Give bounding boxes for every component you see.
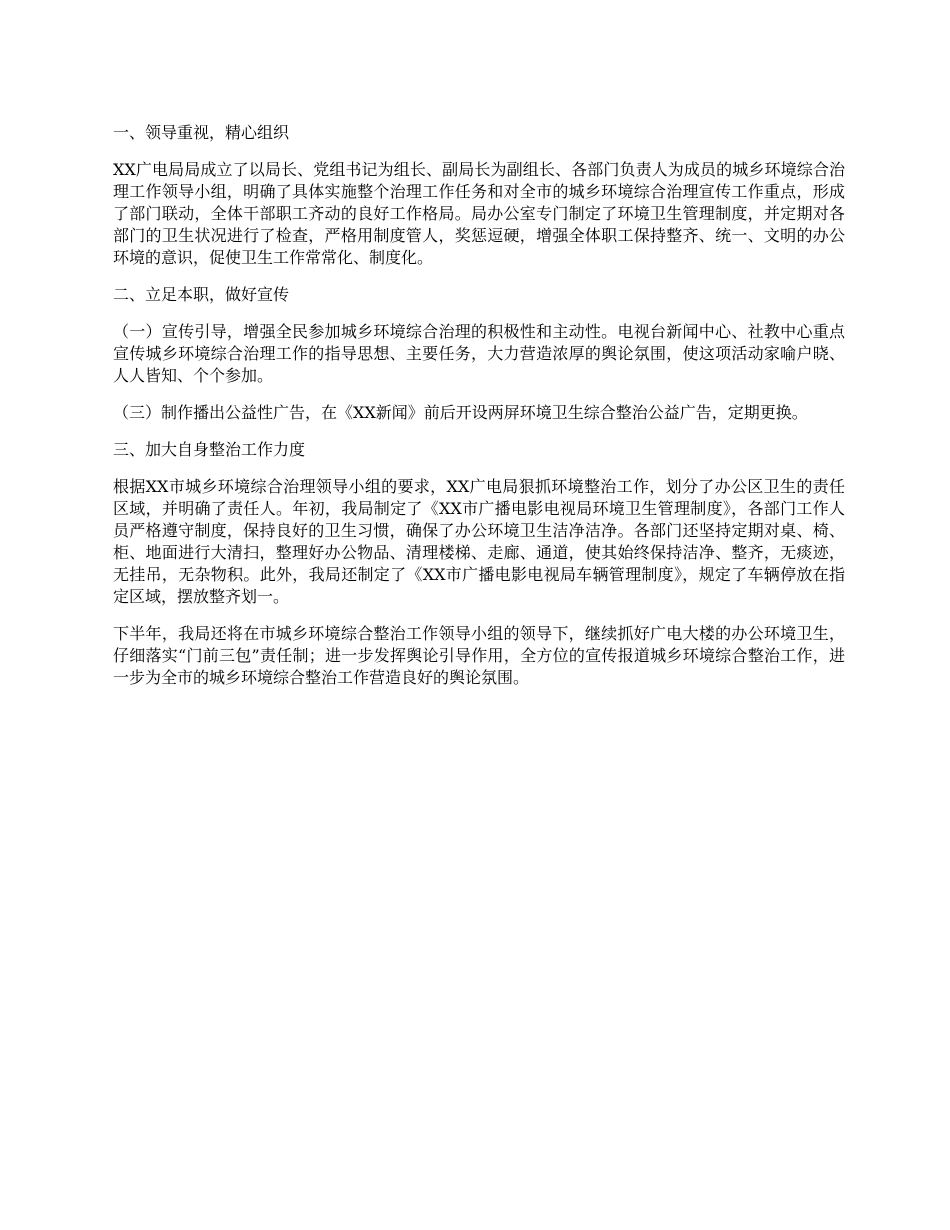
paragraph-3: （三）制作播出公益性广告，在《XX新闻》前后开设两屏环境卫生综合整治公益广告，定期更换。: [113, 403, 808, 422]
paragraph-2: （一）宣传引导，增强全民参加城乡环境综合治理的积极性和主动性。电视台新闻中心、社教中心重点宣传城乡环境综合治理工作的指导思想、主要任务，大力营造浓厚的舆论氛围，使这项活动家喻户晓、人人皆知、个个参加。: [113, 322, 845, 385]
section-heading-2: 二、立足本职，做好宣传: [113, 285, 290, 304]
section-heading-1: 一、领导重视，精心组织: [113, 123, 290, 142]
document-body: [113, 122, 845, 704]
paragraph-5: 下半年，我局还将在市城乡环境综合整治工作领导小组的领导下，继续抓好广电大楼的办公环境卫生，仔细落实“门前三包”责任制；进一步发挥舆论引导作用，全方位的宣传报道城乡环境综合整治工作，进一步为全市的城乡环境综合整治工作营造良好的舆论氛围。: [113, 624, 845, 687]
paragraph-1: XX广电局局成立了以局长、党组书记为组长、副局长为副组长、各部门负责人为成员的城乡环境综合治理工作领导小组，明确了具体实施整个治理工作任务和对全市的城乡环境综合治理宣传工作重点，形成了部门联动，全体干部职工齐动的良好工作格局。局办公室专门制定了环境卫生管理制度，并定期对各部门的卫生状况进行了检查，严格用制度管人，奖惩逗硬，增强全体职工保持整齐、统一、文明的办公环境的意识，促使卫生工作常常化、制度化。: [113, 160, 845, 267]
section-heading-3: 三、加大自身整治工作力度: [113, 440, 306, 459]
paragraph-4: 根据XX市城乡环境综合治理领导小组的要求，XX广电局狠抓环境整治工作，划分了办公区卫生的责任区域，并明确了责任人。年初，我局制定了《XX市广播电影电视局环境卫生管理制度》，各部门工作人员严格遵守制度，保持良好的卫生习惯，确保了办公环境卫生洁净洁净。各部门还坚持定期对桌、椅、柜、地面进行大清扫，整理好办公物品、清理楼梯、走廊、通道，使其始终保持洁净、整齐，无痰迹，无挂吊，无杂物积。此外，我局还制定了《XX市广播电影电视局车辆管理制度》，规定了车辆停放在指定区域，摆放整齐划一。: [113, 477, 845, 606]
